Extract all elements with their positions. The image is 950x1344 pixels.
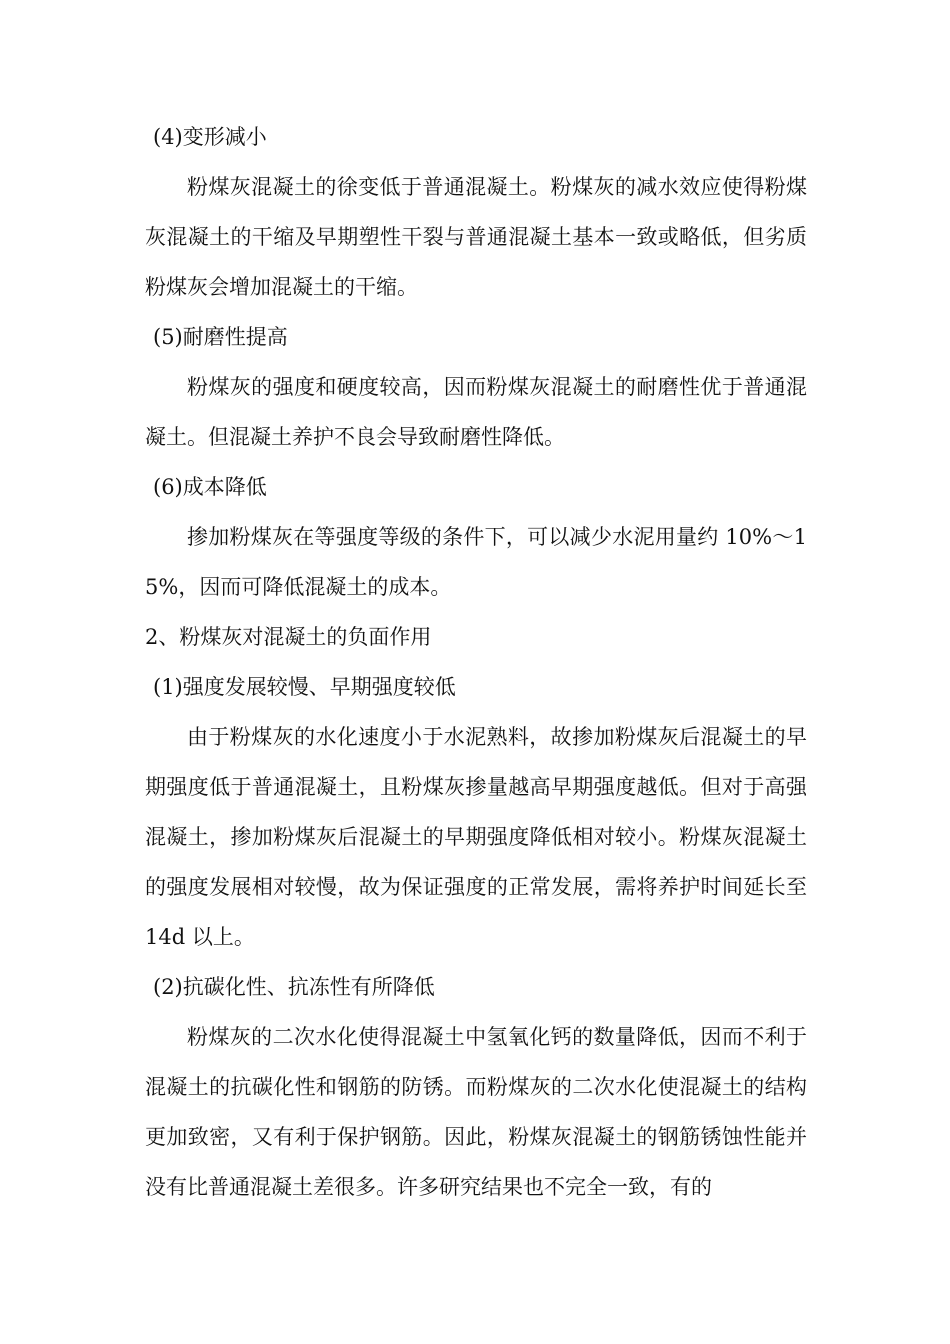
paragraph-cost: 掺加粉煤灰在等强度等级的条件下，可以减少水泥用量约 10%～15%，因而可降低混凝土的成本。 [145, 525, 807, 599]
document-page [145, 112, 807, 1212]
subsection-heading-carbonation: (2)抗碳化性、抗冻性有所降低 [153, 975, 435, 999]
paragraph-deformation: 粉煤灰混凝土的徐变低于普通混凝土。粉煤灰的减水效应使得粉煤灰混凝土的干缩及早期塑性干裂与普通混凝土基本一致或略低，但劣质粉煤灰会增加混凝土的干缩。 [145, 175, 807, 299]
paragraph-wear-resistance: 粉煤灰的强度和硬度较高，因而粉煤灰混凝土的耐磨性优于普通混凝土。但混凝土养护不良会导致耐磨性降低。 [145, 375, 807, 449]
subsection-heading-deformation: (4)变形减小 [153, 125, 267, 149]
subsection-heading-wear-resistance: (5)耐磨性提高 [153, 325, 288, 349]
paragraph-carbonation: 粉煤灰的二次水化使得混凝土中氢氧化钙的数量降低，因而不利于混凝土的抗碳化性和钢筋的防锈。而粉煤灰的二次水化使混凝土的结构更加致密，又有利于保护钢筋。因此，粉煤灰混凝土的钢筋锈蚀性能并没有比普通混凝土差很多。许多研究结果也不完全一致，有的 [145, 1025, 807, 1199]
subsection-heading-cost: (6)成本降低 [153, 475, 267, 499]
section-heading-negative-effects: 2、粉煤灰对混凝土的负面作用 [145, 625, 432, 649]
paragraph-strength: 由于粉煤灰的水化速度小于水泥熟料，故掺加粉煤灰后混凝土的早期强度低于普通混凝土，且粉煤灰掺量越高早期强度越低。但对于高强混凝土，掺加粉煤灰后混凝土的早期强度降低相对较小。粉煤灰混凝土的强度发展相对较慢，故为保证强度的正常发展，需将养护时间延长至 14d 以上。 [145, 725, 807, 949]
subsection-heading-strength: (1)强度发展较慢、早期强度较低 [153, 675, 456, 699]
